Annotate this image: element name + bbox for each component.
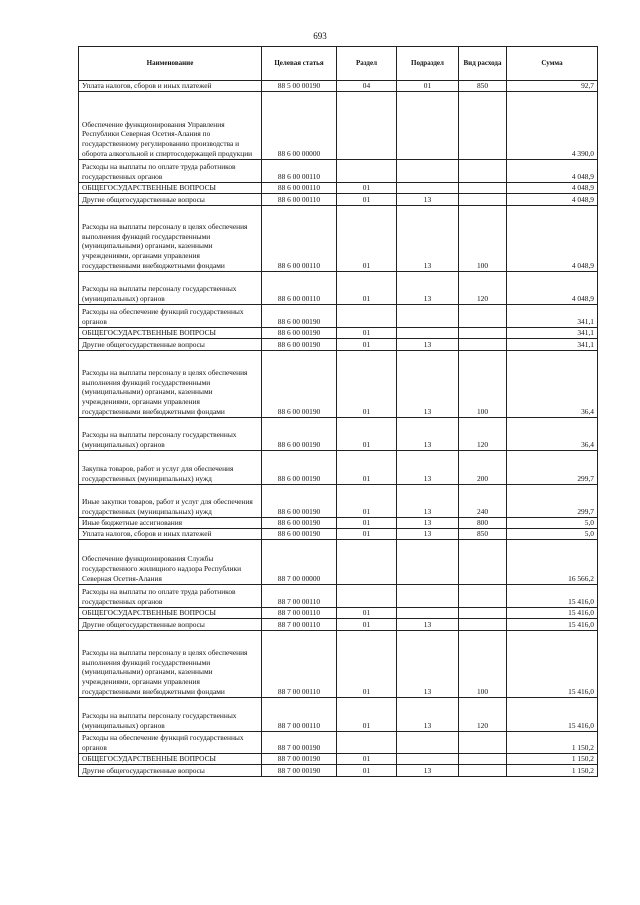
- row-sum: 341,1: [507, 327, 598, 338]
- row-name: Расходы на выплаты персоналу в целях обеспечения выполнения функций государственными (муниципальными) органами, казенными учреждениями, органами управления государственными внебюджетными фондами: [79, 205, 262, 271]
- row-sum: 4 048,9: [507, 205, 598, 271]
- row-article: 88 6 00 00190: [262, 528, 337, 539]
- row-section: 01: [337, 193, 397, 205]
- row-article: 88 6 00 00190: [262, 327, 337, 338]
- table-row: [79, 182, 598, 193]
- row-sum: 1 150,2: [507, 731, 598, 753]
- row-expense-type: 850: [459, 528, 507, 539]
- row-name: Иные бюджетные ассигнования: [79, 517, 262, 528]
- page-number: 693: [313, 31, 327, 41]
- row-article: 88 6 00 00110: [262, 271, 337, 304]
- table-row: [79, 350, 598, 417]
- row-expense-type: [459, 584, 507, 607]
- row-sum: 5,0: [507, 517, 598, 528]
- row-expense-type: 100: [459, 205, 507, 271]
- row-subsection: 13: [397, 350, 459, 417]
- row-name: Обеспечение функционирования Службы государственного жилищного надзора Республики Северная Осетия-Алания: [79, 539, 262, 584]
- table-row: [79, 304, 598, 327]
- row-name: ОБЩЕГОСУДАРСТВЕННЫЕ ВОПРОСЫ: [79, 607, 262, 618]
- row-name: Расходы на выплаты персоналу государственных (муниципальных) органов: [79, 697, 262, 731]
- header-expense-type: Вид расхода: [459, 47, 507, 81]
- row-subsection: 13: [397, 484, 459, 517]
- row-sum: 4 048,9: [507, 193, 598, 205]
- row-article: 88 7 00 00000: [262, 539, 337, 584]
- table-row: [79, 327, 598, 338]
- row-expense-type: [459, 193, 507, 205]
- row-expense-type: 100: [459, 630, 507, 697]
- row-section: [337, 304, 397, 327]
- row-name: Расходы на выплаты по оплате труда работников государственных органов: [79, 159, 262, 182]
- row-sum: 36,4: [507, 417, 598, 450]
- row-section: [337, 91, 397, 159]
- row-name: Обеспечение функционирования Управления Республики Северная Осетия-Алания по государственному регулированию производства и оборота алкогольной и спиртосодержащей продукции: [79, 91, 262, 159]
- row-section: [337, 539, 397, 584]
- row-expense-type: 120: [459, 417, 507, 450]
- row-expense-type: [459, 607, 507, 618]
- row-article: 88 6 00 00190: [262, 517, 337, 528]
- header-subsection: Подраздел: [397, 47, 459, 81]
- row-name: ОБЩЕГОСУДАРСТВЕННЫЕ ВОПРОСЫ: [79, 182, 262, 193]
- row-name: Расходы на выплаты персоналу государственных (муниципальных) органов: [79, 271, 262, 304]
- row-subsection: [397, 304, 459, 327]
- row-subsection: 13: [397, 618, 459, 630]
- row-sum: 15 416,0: [507, 607, 598, 618]
- row-expense-type: [459, 338, 507, 350]
- row-expense-type: [459, 731, 507, 753]
- row-name: Другие общегосударственные вопросы: [79, 193, 262, 205]
- table-row: [79, 753, 598, 764]
- row-name: Расходы на выплаты персоналу в целях обеспечения выполнения функций государственными (муниципальными) органами, казенными учреждениями, органами управления государственными внебюджетными фондами: [79, 350, 262, 417]
- row-article: 88 7 00 00110: [262, 630, 337, 697]
- table-row: [79, 584, 598, 607]
- header-sum: Сумма: [507, 47, 598, 81]
- row-article: 88 7 00 00110: [262, 584, 337, 607]
- row-section: 01: [337, 764, 397, 776]
- table-row: [79, 159, 598, 182]
- row-sum: 15 416,0: [507, 618, 598, 630]
- row-article: 88 6 00 00190: [262, 304, 337, 327]
- row-sum: 341,1: [507, 338, 598, 350]
- row-subsection: [397, 607, 459, 618]
- row-expense-type: 100: [459, 350, 507, 417]
- header-name: Наименование: [79, 47, 262, 81]
- row-expense-type: 850: [459, 81, 507, 92]
- row-subsection: 01: [397, 81, 459, 92]
- row-article: 88 6 00 00110: [262, 205, 337, 271]
- row-sum: 5,0: [507, 528, 598, 539]
- row-subsection: 13: [397, 528, 459, 539]
- table-row: [79, 484, 598, 517]
- row-expense-type: [459, 159, 507, 182]
- row-expense-type: [459, 764, 507, 776]
- row-subsection: [397, 182, 459, 193]
- row-section: 01: [337, 618, 397, 630]
- row-subsection: 13: [397, 338, 459, 350]
- row-section: 01: [337, 753, 397, 764]
- row-sum: 4 048,9: [507, 271, 598, 304]
- row-subsection: 13: [397, 630, 459, 697]
- row-article: 88 6 00 00000: [262, 91, 337, 159]
- row-section: 01: [337, 484, 397, 517]
- row-name: Закупка товаров, работ и услуг для обеспечения государственных (муниципальных) нужд: [79, 450, 262, 484]
- row-expense-type: [459, 91, 507, 159]
- row-name: ОБЩЕГОСУДАРСТВЕННЫЕ ВОПРОСЫ: [79, 327, 262, 338]
- row-expense-type: [459, 182, 507, 193]
- table-row: [79, 417, 598, 450]
- table-row: [79, 205, 598, 271]
- row-subsection: [397, 91, 459, 159]
- row-section: 01: [337, 205, 397, 271]
- row-expense-type: [459, 304, 507, 327]
- row-article: 88 6 00 00110: [262, 159, 337, 182]
- row-name: Расходы на обеспечение функций государственных органов: [79, 304, 262, 327]
- row-section: 04: [337, 81, 397, 92]
- row-expense-type: [459, 539, 507, 584]
- row-name: Другие общегосударственные вопросы: [79, 618, 262, 630]
- row-section: [337, 731, 397, 753]
- table-row: [79, 271, 598, 304]
- row-section: 01: [337, 271, 397, 304]
- table-row: [79, 528, 598, 539]
- row-subsection: [397, 327, 459, 338]
- header-section: Раздел: [337, 47, 397, 81]
- row-sum: 4 048,9: [507, 182, 598, 193]
- row-article: 88 6 00 00190: [262, 417, 337, 450]
- table-row: [79, 764, 598, 776]
- row-sum: 15 416,0: [507, 584, 598, 607]
- row-section: 01: [337, 697, 397, 731]
- row-article: 88 6 00 00110: [262, 182, 337, 193]
- row-expense-type: [459, 618, 507, 630]
- row-section: 01: [337, 630, 397, 697]
- row-sum: 92,7: [507, 81, 598, 92]
- header-article: Целевая статья: [262, 47, 337, 81]
- row-subsection: 13: [397, 271, 459, 304]
- row-section: 01: [337, 517, 397, 528]
- row-subsection: [397, 731, 459, 753]
- row-section: 01: [337, 417, 397, 450]
- row-sum: 1 150,2: [507, 764, 598, 776]
- row-subsection: [397, 159, 459, 182]
- row-name: ОБЩЕГОСУДАРСТВЕННЫЕ ВОПРОСЫ: [79, 753, 262, 764]
- row-subsection: 13: [397, 764, 459, 776]
- row-subsection: 13: [397, 417, 459, 450]
- row-subsection: 13: [397, 450, 459, 484]
- row-sum: 16 566,2: [507, 539, 598, 584]
- row-sum: 4 048,9: [507, 159, 598, 182]
- row-section: [337, 584, 397, 607]
- table-row: [79, 450, 598, 484]
- row-section: 01: [337, 327, 397, 338]
- row-article: 88 7 00 00110: [262, 607, 337, 618]
- row-section: 01: [337, 350, 397, 417]
- row-subsection: [397, 539, 459, 584]
- row-article: 88 6 00 00190: [262, 484, 337, 517]
- row-expense-type: 120: [459, 697, 507, 731]
- row-expense-type: [459, 753, 507, 764]
- row-sum: 299,7: [507, 484, 598, 517]
- row-expense-type: [459, 327, 507, 338]
- table-row: [79, 91, 598, 159]
- row-subsection: 13: [397, 697, 459, 731]
- row-expense-type: 200: [459, 450, 507, 484]
- row-section: 01: [337, 182, 397, 193]
- row-name: Расходы на выплаты по оплате труда работников государственных органов: [79, 584, 262, 607]
- row-article: 88 7 00 00110: [262, 618, 337, 630]
- row-article: 88 7 00 00190: [262, 753, 337, 764]
- row-article: 88 6 00 00110: [262, 193, 337, 205]
- table-header-row: [79, 47, 598, 81]
- table-row: [79, 630, 598, 697]
- row-name: Другие общегосударственные вопросы: [79, 764, 262, 776]
- row-section: 01: [337, 450, 397, 484]
- row-sum: 341,1: [507, 304, 598, 327]
- row-sum: 1 150,2: [507, 753, 598, 764]
- row-name: Другие общегосударственные вопросы: [79, 338, 262, 350]
- row-name: Расходы на выплаты персоналу в целях обеспечения выполнения функций государственными (муниципальными) органами, казенными учреждениями, органами управления государственными внебюджетными фондами: [79, 630, 262, 697]
- row-article: 88 7 00 00190: [262, 764, 337, 776]
- table-row: [79, 193, 598, 205]
- row-subsection: 13: [397, 205, 459, 271]
- budget-table: [78, 46, 598, 777]
- row-name: Иные закупки товаров, работ и услуг для обеспечения государственных (муниципальных) нужд: [79, 484, 262, 517]
- row-subsection: [397, 753, 459, 764]
- row-section: 01: [337, 338, 397, 350]
- row-sum: 299,7: [507, 450, 598, 484]
- row-name: Расходы на выплаты персоналу государственных (муниципальных) органов: [79, 417, 262, 450]
- row-sum: 15 416,0: [507, 697, 598, 731]
- table-row: [79, 338, 598, 350]
- row-article: 88 6 00 00190: [262, 350, 337, 417]
- table-row: [79, 517, 598, 528]
- table-row: [79, 81, 598, 92]
- row-name: Расходы на обеспечение функций государственных органов: [79, 731, 262, 753]
- row-article: 88 6 00 00190: [262, 338, 337, 350]
- table-row: [79, 539, 598, 584]
- row-name: Уплата налогов, сборов и иных платежей: [79, 528, 262, 539]
- row-sum: 15 416,0: [507, 630, 598, 697]
- row-subsection: 13: [397, 517, 459, 528]
- row-article: 88 5 00 00190: [262, 81, 337, 92]
- row-section: 01: [337, 607, 397, 618]
- row-expense-type: 240: [459, 484, 507, 517]
- row-sum: 36,4: [507, 350, 598, 417]
- row-section: 01: [337, 528, 397, 539]
- row-sum: 4 390,0: [507, 91, 598, 159]
- row-article: 88 7 00 00190: [262, 731, 337, 753]
- row-article: 88 6 00 00190: [262, 450, 337, 484]
- row-subsection: 13: [397, 193, 459, 205]
- table-row: [79, 607, 598, 618]
- row-article: 88 7 00 00110: [262, 697, 337, 731]
- row-subsection: [397, 584, 459, 607]
- table-row: [79, 618, 598, 630]
- row-expense-type: 120: [459, 271, 507, 304]
- table-row: [79, 731, 598, 753]
- row-expense-type: 800: [459, 517, 507, 528]
- row-name: Уплата налогов, сборов и иных платежей: [79, 81, 262, 92]
- row-section: [337, 159, 397, 182]
- table-row: [79, 697, 598, 731]
